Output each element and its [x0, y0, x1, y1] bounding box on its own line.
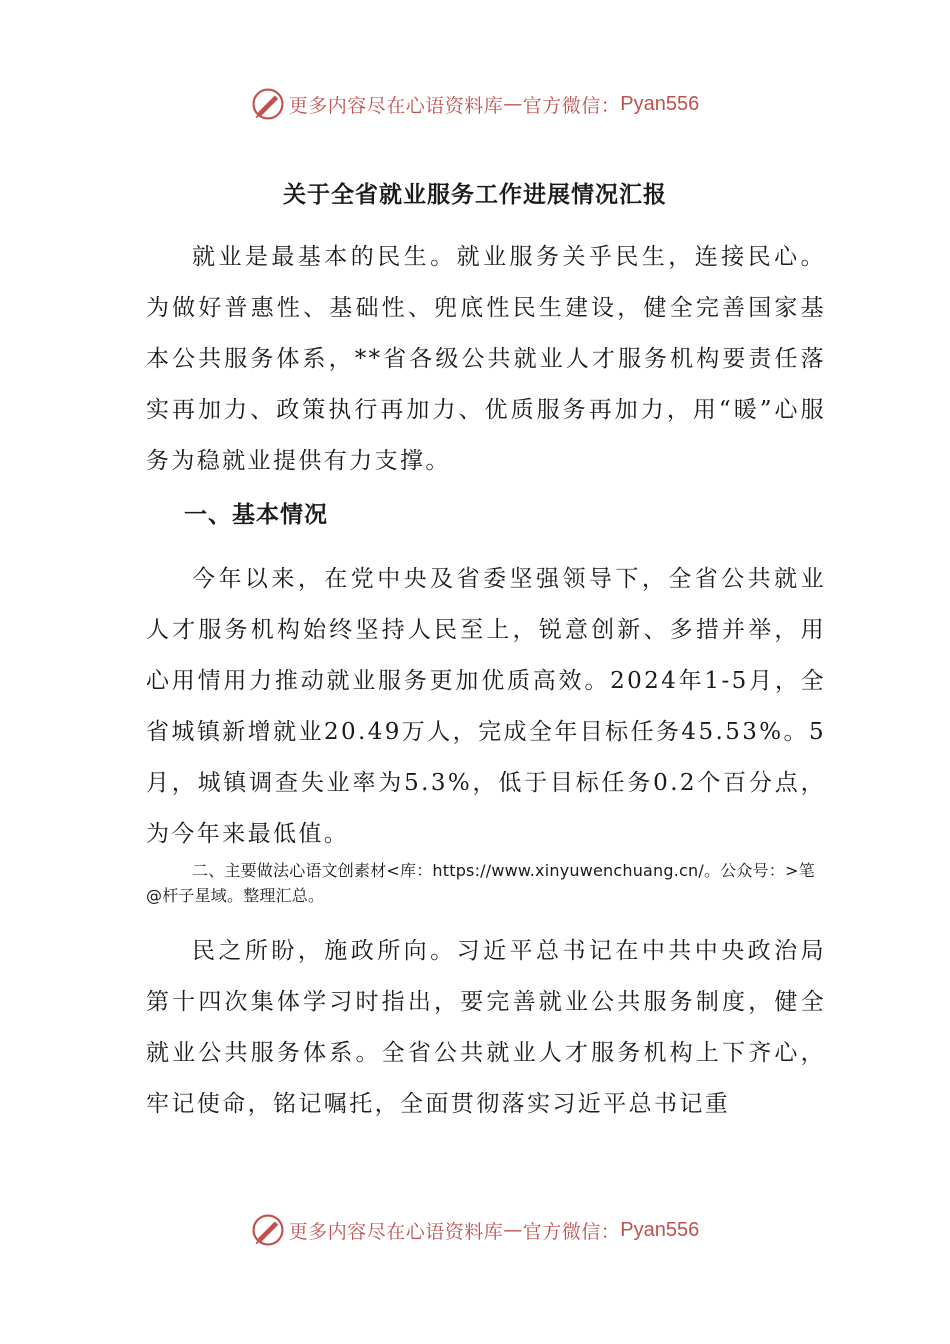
banner-label: 官方微信：: [522, 1220, 621, 1243]
paragraph-intro: 就业是最基本的民生。就业服务关乎民生，连接民心。为做好普惠性、基础性、兜底性民生建设，健全完善国家基本公共服务体系，**省各级公共就业人才服务机构要责任落实再加力、政策执行再加力、优质服务再加力，用“暖”心服务为稳就业提供有力支撑。: [146, 244, 826, 474]
footer-banner: [0, 1210, 950, 1250]
pen-logo-icon: [251, 87, 285, 121]
banner-dash: —: [503, 1219, 523, 1241]
section-note: 二、主要做法心语文创素材<库：https://www.xinyuwenchuang.cn/。公众号：>笔@杆子星域。整理汇总。: [146, 861, 815, 905]
header-banner: [0, 84, 950, 124]
document-title: 关于全省就业服务工作进展情况汇报: [283, 182, 667, 208]
banner-label: 官方微信：: [522, 94, 621, 117]
banner-dash: —: [503, 93, 523, 115]
banner-text: 更多内容尽在心语资料库: [288, 1220, 504, 1243]
section-heading-basic: 一、基本情况: [184, 502, 328, 528]
paragraph-basic-situation: 今年以来，在党中央及省委坚强领导下，全省公共就业人才服务机构始终坚持人民至上，锐意创新、多措并举，用心用情用力推动就业服务更加优质高效。2024年1-5月，全省城镇新增就业20.49万人，完成全年目标任务45.53%。5月，城镇调查失业率为5.3%，低于目标任务0.2个百分点，为今年来最低值。: [146, 566, 826, 847]
banner-text: 更多内容尽在心语资料库: [288, 94, 504, 117]
pen-logo-icon: [251, 1213, 285, 1247]
paragraph-main-practices: 民之所盼，施政所向。习近平总书记在中共中央政治局第十四次集体学习时指出，要完善就业公共服务制度，健全就业公共服务体系。全省公共就业人才服务机构上下齐心，牢记使命，铭记嘱托，全面贯彻落实习近平总书记重: [146, 938, 826, 1117]
banner-wechat-id: Pyan556: [620, 1218, 700, 1241]
banner-wechat-id: Pyan556: [620, 92, 700, 115]
